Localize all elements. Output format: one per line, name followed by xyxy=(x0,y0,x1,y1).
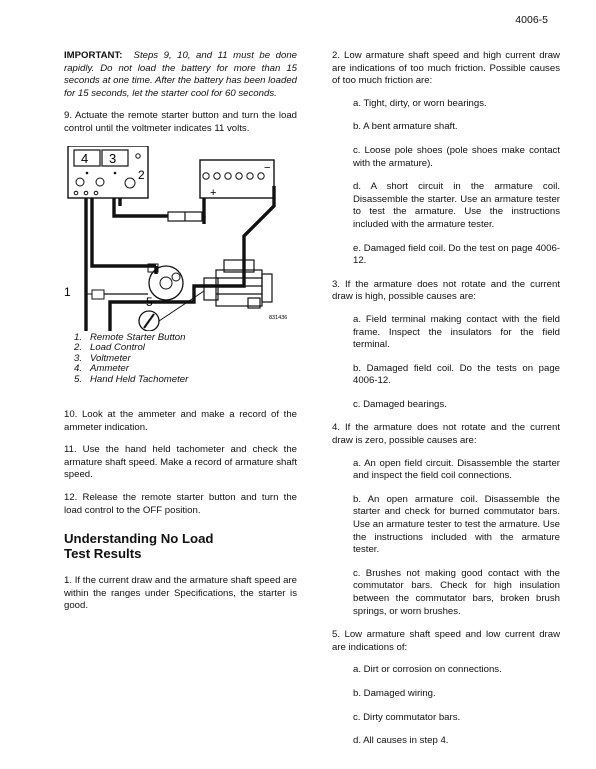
list-item: b. An open armature coil. Disassemble the starter and check for burned commutator bars. Use an armature tester to test the armature. Use the instructions included with the armature tester. xyxy=(353,493,560,556)
callout-5: 5 xyxy=(146,294,153,309)
legend-item: 3. Voltmeter xyxy=(74,352,131,364)
figure-legend xyxy=(74,333,297,386)
item-3: 3. If the armature does not rotate and the current draw is high, possible causes are: xyxy=(332,278,560,303)
starter-side-view xyxy=(204,260,272,308)
list-item: b. Damaged wiring. xyxy=(353,687,436,699)
right-column xyxy=(332,50,560,759)
step-9: 9. Actuate the remote starter button and turn the load control until the voltmeter indicates 11 volts. xyxy=(64,110,297,134)
legend-item: 2. Load Control xyxy=(74,342,145,354)
result-1: 1. If the current draw and the armature shaft speed are within the ranges under Specifications, the starter is good. xyxy=(64,575,297,612)
step-11: 11. Use the hand held tachometer and check the armature shaft speed. Make a record of armature shaft speed. xyxy=(64,444,297,481)
callout-2: 2 xyxy=(138,167,145,182)
tester-cabinet xyxy=(68,146,148,198)
voltmeter-number: 3 xyxy=(109,150,117,166)
wiring-diagram xyxy=(64,146,297,331)
step-12: 12. Release the remote starter button and turn the load control to the OFF position. xyxy=(64,492,297,516)
list-item: c. Damaged bearings. xyxy=(353,398,447,410)
important-text: Steps 9, 10, and 11 must be done rapidly. Do not load the battery for more than 15 seconds at one time. After the battery has been loaded for 15 seconds, let the starter cool for 60 seconds. xyxy=(64,50,297,99)
item-5: 5. Low armature shaft speed and low current draw are indications of: xyxy=(332,629,560,653)
list-item: e. Damaged field coil. Do the test on page 4006-12. xyxy=(353,242,560,267)
list-item: c. Dirty commutator bars. xyxy=(353,711,461,723)
knob-left xyxy=(76,178,84,186)
test-setup-diagram xyxy=(64,146,297,331)
ammeter-number: 4 xyxy=(81,150,89,166)
legend-item: 5. Hand Held Tachometer xyxy=(74,373,189,385)
list-item: b. A bent armature shaft. xyxy=(353,121,458,133)
load-control-knob xyxy=(125,178,135,188)
page-number: 4006-5 xyxy=(515,14,548,26)
list-item: d. All causes in step 4. xyxy=(353,735,449,747)
figure-code: 831436 xyxy=(269,314,288,321)
important-note xyxy=(64,50,297,100)
section-heading: Understanding No Load Test Results xyxy=(64,531,214,562)
legend-item: 4. Ammeter xyxy=(74,363,129,375)
list-item: d. A short circuit in the armature coil. Disassemble the starter. Use an armature tester to test the armature. Use the instructions included with the armature tester. xyxy=(353,181,560,230)
list-item: c. Loose pole shoes (pole shoes make contact with the armature). xyxy=(353,144,560,169)
list-item: a. Field terminal making contact with the field frame. Inspect the insulators for the field terminal. xyxy=(353,313,560,351)
indicator-light xyxy=(136,153,140,157)
list-item: c. Brushes not making good contact with the commutator bars. Check for high insulation between the commutator bars, broken brush springs, or worn brushes. xyxy=(353,567,560,617)
important-label: IMPORTANT: xyxy=(64,50,123,61)
list-item: b. Damaged field coil. Do the tests on page 4006-12. xyxy=(353,362,560,387)
legend-item: 1. Remote Starter Button xyxy=(74,331,186,343)
battery-positive: + xyxy=(210,186,217,199)
knob-right xyxy=(96,178,104,186)
list-item: a. Tight, dirty, or worn bearings. xyxy=(353,97,487,109)
item-4: 4. If the armature does not rotate and the current draw is zero, possible causes are: xyxy=(332,422,560,447)
battery-negative: − xyxy=(264,161,271,174)
step-10: 10. Look at the ammeter and make a record of the ammeter indication. xyxy=(64,409,297,433)
item-2: 2. Low armature shaft speed and high current draw are indications of too much friction. Possible causes of too much friction are: xyxy=(332,50,560,87)
list-item: a. Dirt or corrosion on connections. xyxy=(353,664,502,676)
left-column xyxy=(64,50,297,623)
list-item: a. An open field circuit. Disassemble the starter and inspect the field coil connections. xyxy=(353,457,560,482)
starter-end-view xyxy=(149,266,183,300)
remote-starter-button xyxy=(92,290,104,299)
callout-1: 1 xyxy=(64,284,71,299)
